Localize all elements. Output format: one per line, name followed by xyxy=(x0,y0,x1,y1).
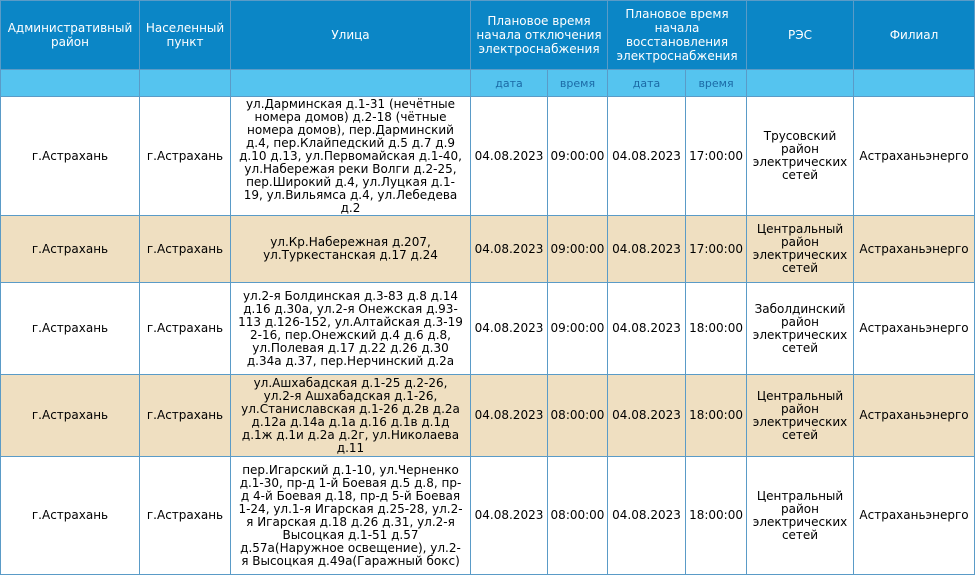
cell-street: ул.Кр.Набережная д.207, ул.Туркестанская д.17 д.24 xyxy=(231,216,471,283)
cell-restore-time: 18:00:00 xyxy=(686,457,747,575)
table-row xyxy=(1,97,975,216)
cell-off-time: 09:00:00 xyxy=(548,283,608,375)
header-row xyxy=(1,1,975,70)
cell-restore-time: 17:00:00 xyxy=(686,97,747,216)
subheader-date-off: дата xyxy=(471,70,548,97)
cell-res: Заболдинский район электрических сетей xyxy=(747,283,854,375)
cell-off-date: 04.08.2023 xyxy=(471,457,548,575)
subheader-time-off: время xyxy=(548,70,608,97)
cell-branch: Астраханьэнерго xyxy=(854,216,975,283)
cell-locality: г.Астрахань xyxy=(140,457,231,575)
cell-locality: г.Астрахань xyxy=(140,216,231,283)
cell-off-date: 04.08.2023 xyxy=(471,283,548,375)
subheader-time-restore: время xyxy=(686,70,747,97)
cell-res: Трусовский район электрических сетей xyxy=(747,97,854,216)
cell-res: Центральный район электрических сетей xyxy=(747,457,854,575)
header-restore-time: Плановое время начала восстановления электроснабжения xyxy=(608,1,747,70)
cell-restore-date: 04.08.2023 xyxy=(608,375,686,457)
subheader-date-restore: дата xyxy=(608,70,686,97)
cell-restore-date: 04.08.2023 xyxy=(608,457,686,575)
header-district: Административный район xyxy=(1,1,140,70)
cell-street: ул.Дарминская д.1-31 (нечётные номера домов) д.2-18 (чётные номера домов), пер.Дарминский д.4, пер.Клайпедский д.5 д.7 д.9 д.10 д.13, ул.Первомайская д.1-40, ул.Набережая реки Волги д.2-25, пер.Широкий д.4, ул.Луцкая д.1-19, ул.Вильямса д.4, ул.Лебедева д.2 xyxy=(231,97,471,216)
cell-district: г.Астрахань xyxy=(1,457,140,575)
cell-restore-date: 04.08.2023 xyxy=(608,216,686,283)
cell-street: ул.Ашхабадская д.1-25 д.2-26, ул.2-я Ашхабадская д.1-26, ул.Станиславская д.1-26 д.2в д.2а д.12а д.14а д.1а д.16 д.1в д.1д д.1ж д.1и д.2а д.2г, ул.Николаева д.11 xyxy=(231,375,471,457)
cell-off-time: 09:00:00 xyxy=(548,216,608,283)
header-off-time: Плановое время начала отключения электроснабжения xyxy=(471,1,608,70)
cell-locality: г.Астрахань xyxy=(140,283,231,375)
table-row xyxy=(1,375,975,457)
subheader-empty xyxy=(231,70,471,97)
table-row xyxy=(1,457,975,575)
cell-branch: Астраханьэнерго xyxy=(854,375,975,457)
cell-district: г.Астрахань xyxy=(1,375,140,457)
cell-off-date: 04.08.2023 xyxy=(471,97,548,216)
cell-branch: Астраханьэнерго xyxy=(854,97,975,216)
subheader-empty xyxy=(747,70,854,97)
subheader-row xyxy=(1,70,975,97)
header-street: Улица xyxy=(231,1,471,70)
cell-street: пер.Игарский д.1-10, ул.Черненко д.1-30, пр-д 1-й Боевая д.5 д.8, пр-д 4-й Боевая д.18, пр-д 5-й Боевая 1-24, ул.1-я Игарская д.25-28, ул.2-я Игарская д.18 д.26 д.31, ул.2-я Высоцкая д.1-51 д.57 д.57а(Наружное освещение), ул.2-я Высоцкая д.49а(Гаражный бокс) xyxy=(231,457,471,575)
header-locality: Населенный пункт xyxy=(140,1,231,70)
table-row xyxy=(1,216,975,283)
cell-restore-time: 17:00:00 xyxy=(686,216,747,283)
cell-district: г.Астрахань xyxy=(1,97,140,216)
cell-off-time: 08:00:00 xyxy=(548,375,608,457)
cell-locality: г.Астрахань xyxy=(140,97,231,216)
cell-district: г.Астрахань xyxy=(1,216,140,283)
cell-res: Центральный район электрических сетей xyxy=(747,216,854,283)
header-res: РЭС xyxy=(747,1,854,70)
cell-restore-time: 18:00:00 xyxy=(686,283,747,375)
cell-restore-date: 04.08.2023 xyxy=(608,97,686,216)
cell-res: Центральный район электрических сетей xyxy=(747,375,854,457)
cell-branch: Астраханьэнерго xyxy=(854,283,975,375)
cell-off-time: 08:00:00 xyxy=(548,457,608,575)
cell-off-date: 04.08.2023 xyxy=(471,216,548,283)
cell-restore-date: 04.08.2023 xyxy=(608,283,686,375)
table-row xyxy=(1,283,975,375)
subheader-empty xyxy=(854,70,975,97)
subheader-empty xyxy=(140,70,231,97)
cell-off-date: 04.08.2023 xyxy=(471,375,548,457)
subheader-empty xyxy=(1,70,140,97)
cell-locality: г.Астрахань xyxy=(140,375,231,457)
header-branch: Филиал xyxy=(854,1,975,70)
cell-off-time: 09:00:00 xyxy=(548,97,608,216)
cell-restore-time: 18:00:00 xyxy=(686,375,747,457)
cell-street: ул.2-я Болдинская д.3-83 д.8 д.14 д.16 д.30а, ул.2-я Онежская д.93-113 д.126-152, ул.Алтайская д.3-19 2-16, пер.Онежский д.4 д.6 д.8, ул.Полевая д.17 д.22 д.26 д.30 д.34а д.37, пер.Нерчинский д.2а xyxy=(231,283,471,375)
cell-branch: Астраханьэнерго xyxy=(854,457,975,575)
cell-district: г.Астрахань xyxy=(1,283,140,375)
